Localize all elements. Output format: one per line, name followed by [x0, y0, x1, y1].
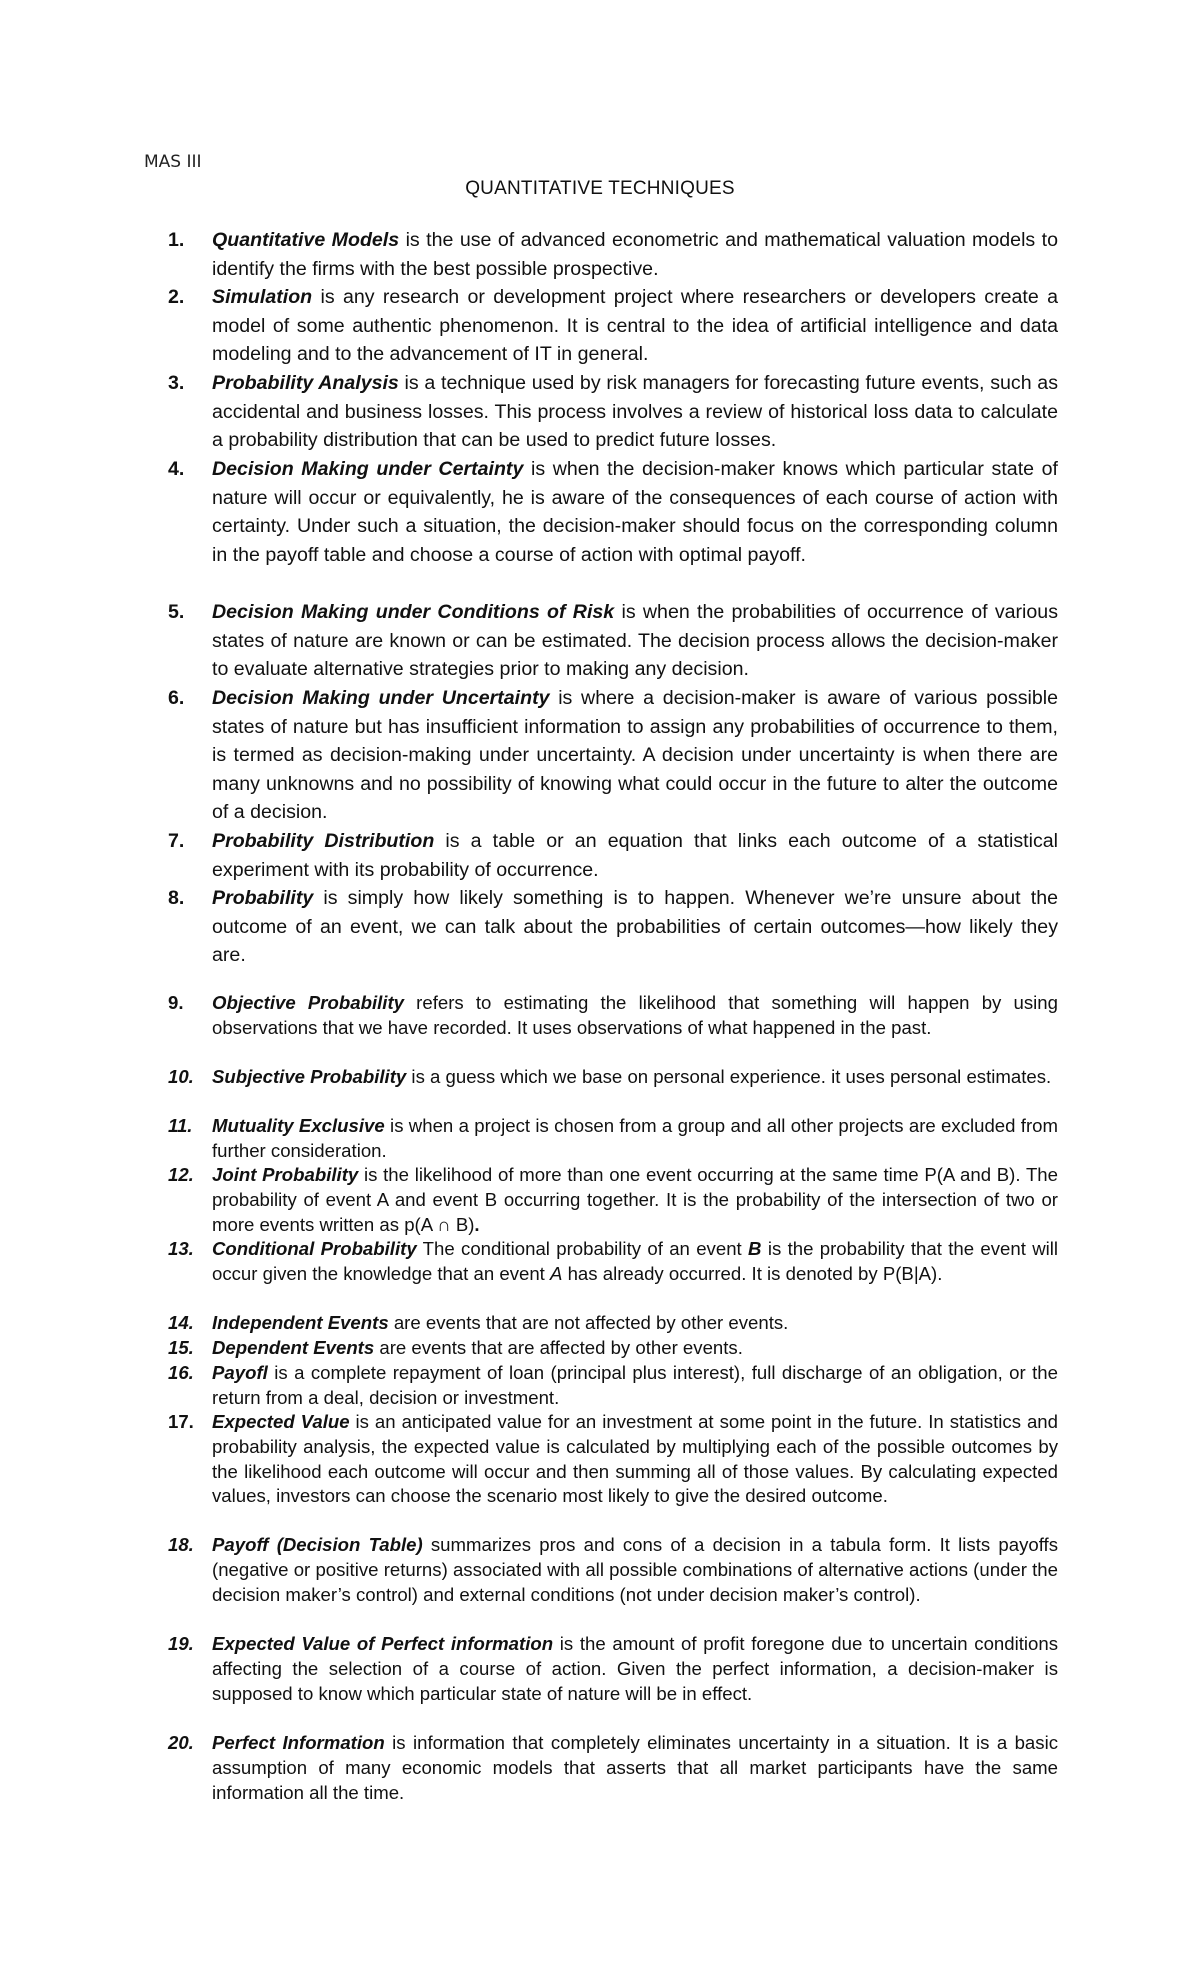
item-term: Joint Probability — [212, 1164, 359, 1185]
item-term: Simulation — [212, 286, 313, 308]
item-text: is information that completely eliminates uncertainty in a situation. It is a basic assumption of many economic models that asserts that all market participants have the same information all the time. — [212, 1732, 1058, 1803]
item-number: 18. — [168, 1534, 194, 1555]
item-term: Probability Distribution — [212, 830, 435, 852]
event-variable: A — [550, 1262, 563, 1284]
item-text-tail: . — [474, 1213, 480, 1235]
item-text: is the probability that the event will occur given the knowledge that an event — [212, 1238, 1059, 1284]
item-text: has already occurred. It is denoted by P(B|A). — [562, 1262, 943, 1284]
item-text: is a complete repayment of loan (principal plus interest), full discharge of an obligation, or the return from a deal, decision or investment. — [212, 1362, 1058, 1408]
item-term: Decision Making under Certainty — [212, 458, 524, 480]
item-number: 16. — [168, 1362, 194, 1383]
item-number: 2. — [168, 286, 185, 308]
item-number: 8. — [168, 887, 185, 909]
item-number: 6. — [168, 687, 185, 709]
event-variable: B — [748, 1238, 762, 1259]
item-text: is when the probabilities of occurrence of various states of nature are known or can be estimated. The decision process allows the decision-maker to evaluate alternative strategies prior to making any decision. — [212, 601, 1058, 681]
item-text: are events that are affected by other events. — [374, 1337, 743, 1358]
page-title: QUANTITATIVE TECHNIQUES — [465, 178, 735, 199]
item-number: 10. — [168, 1066, 194, 1087]
item-number: 3. — [168, 372, 185, 394]
item-term: Payoff (Decision Table) — [212, 1534, 423, 1555]
item-term: Decision Making under Uncertainty — [212, 687, 550, 709]
item-number: 12. — [168, 1164, 194, 1185]
item-number: 15. — [168, 1337, 194, 1358]
item-text: is simply how likely something is to happen. Whenever we’re unsure about the outcome of an event, we can talk about the probabilities of certain outcomes—how likely they are. — [212, 887, 1058, 967]
item-text: is where a decision-maker is aware of various possible states of nature but has insufficient information to assign any probabilities of occurrence to them, is termed as decision-making under uncertainty. A decision under uncertainty is when there are many unknowns and no possibility of knowing what could occur in the future to alter the outcome of a decision. — [212, 687, 1058, 824]
item-text: is the amount of profit foregone due to uncertain conditions affecting the selection of a course of action. Given the perfect information, a decision-maker is supposed to know which particular state of nature will be in effect. — [212, 1633, 1058, 1704]
item-text: is a table or an equation that links each outcome of a statistical experiment with its probability of occurrence. — [212, 830, 1058, 881]
item-text: refers to estimating the likelihood that something will happen by using observations that we have recorded. It uses observations of what happened in the past. — [212, 992, 1058, 1038]
item-term: Perfect Information — [212, 1732, 385, 1753]
item-number: 20. — [168, 1732, 194, 1753]
item-text: is the use of advanced econometric and mathematical valuation models to identify the firms with the best possible prospective. — [212, 229, 1058, 280]
item-text: is a guess which we base on personal experience. it uses personal estimates. — [406, 1066, 1052, 1087]
course-label: MAS III — [144, 152, 202, 172]
item-term: Objective Probability — [212, 992, 404, 1013]
item-number: 7. — [168, 830, 185, 852]
item-number: 11. — [168, 1115, 193, 1136]
item-text: is any research or development project where researchers or developers create a model of some authentic phenomenon. It is central to the idea of artificial intelligence and data modeling and to the advancement of IT in general. — [212, 286, 1058, 366]
item-term: Probability — [212, 887, 314, 909]
item-number: 9. — [168, 992, 184, 1013]
item-number: 14. — [168, 1312, 194, 1333]
item-number: 13. — [168, 1238, 194, 1259]
item-term: Probability Analysis — [212, 372, 399, 394]
item-text: is a technique used by risk managers for forecasting future events, such as accidental and business losses. This process involves a review of historical loss data to calculate a probability distribution that can be used to predict future losses. — [212, 372, 1058, 452]
item-term: Independent Events — [212, 1312, 389, 1333]
item-number: 19. — [168, 1633, 194, 1654]
item-term: Quantitative Models — [212, 229, 400, 251]
item-term: Subjective Probability — [212, 1066, 407, 1087]
item-text: is the likelihood of more than one event occurring at the same time P(A and B). The probability of event A and event B occurring together. It is the probability of the intersection of two or more events written as p(A ∩ B) — [212, 1164, 1058, 1235]
item-text: is an anticipated value for an investment at some point in the future. In statistics and probability analysis, the expected value is calculated by multiplying each of the possible outcomes by the likelihood each outcome will occur and then summing all of those values. By calculating expected values, investors can choose the scenario most likely to give the desired outcome. — [212, 1411, 1058, 1507]
item-term: Dependent Events — [212, 1337, 375, 1358]
item-text: summarizes pros and cons of a decision in a tabula form. It lists payoffs (negative or positive returns) associated with all possible combinations of alternative actions (under the decision maker’s control) and external conditions (not under decision maker’s control). — [212, 1534, 1059, 1605]
item-number: 5. — [168, 601, 185, 623]
item-text: is when the decision-maker knows which particular state of nature will occur or equivalently, he is aware of the consequences of each course of action with certainty. Under such a situation, the decision-maker should focus on the corresponding column in the payoff table and choose a course of action with optimal payoff. — [212, 458, 1058, 566]
item-term: Payofl — [212, 1362, 268, 1383]
item-term: Decision Making under Conditions of Risk — [212, 601, 615, 623]
item-text: are events that are not affected by other events. — [388, 1312, 789, 1333]
item-number: 4. — [168, 458, 185, 480]
item-term: Expected Value of Perfect information — [212, 1633, 554, 1654]
item-term: Expected Value — [212, 1411, 350, 1432]
item-text: is when a project is chosen from a group and all other projects are excluded from further consideration. — [212, 1115, 1058, 1161]
item-number: 17. — [168, 1411, 194, 1432]
item-term: Mutuality Exclusive — [212, 1115, 385, 1136]
item-text: The conditional probability of an event — [416, 1238, 749, 1259]
item-number: 1. — [168, 229, 185, 251]
item-term: Conditional Probability — [212, 1238, 417, 1259]
